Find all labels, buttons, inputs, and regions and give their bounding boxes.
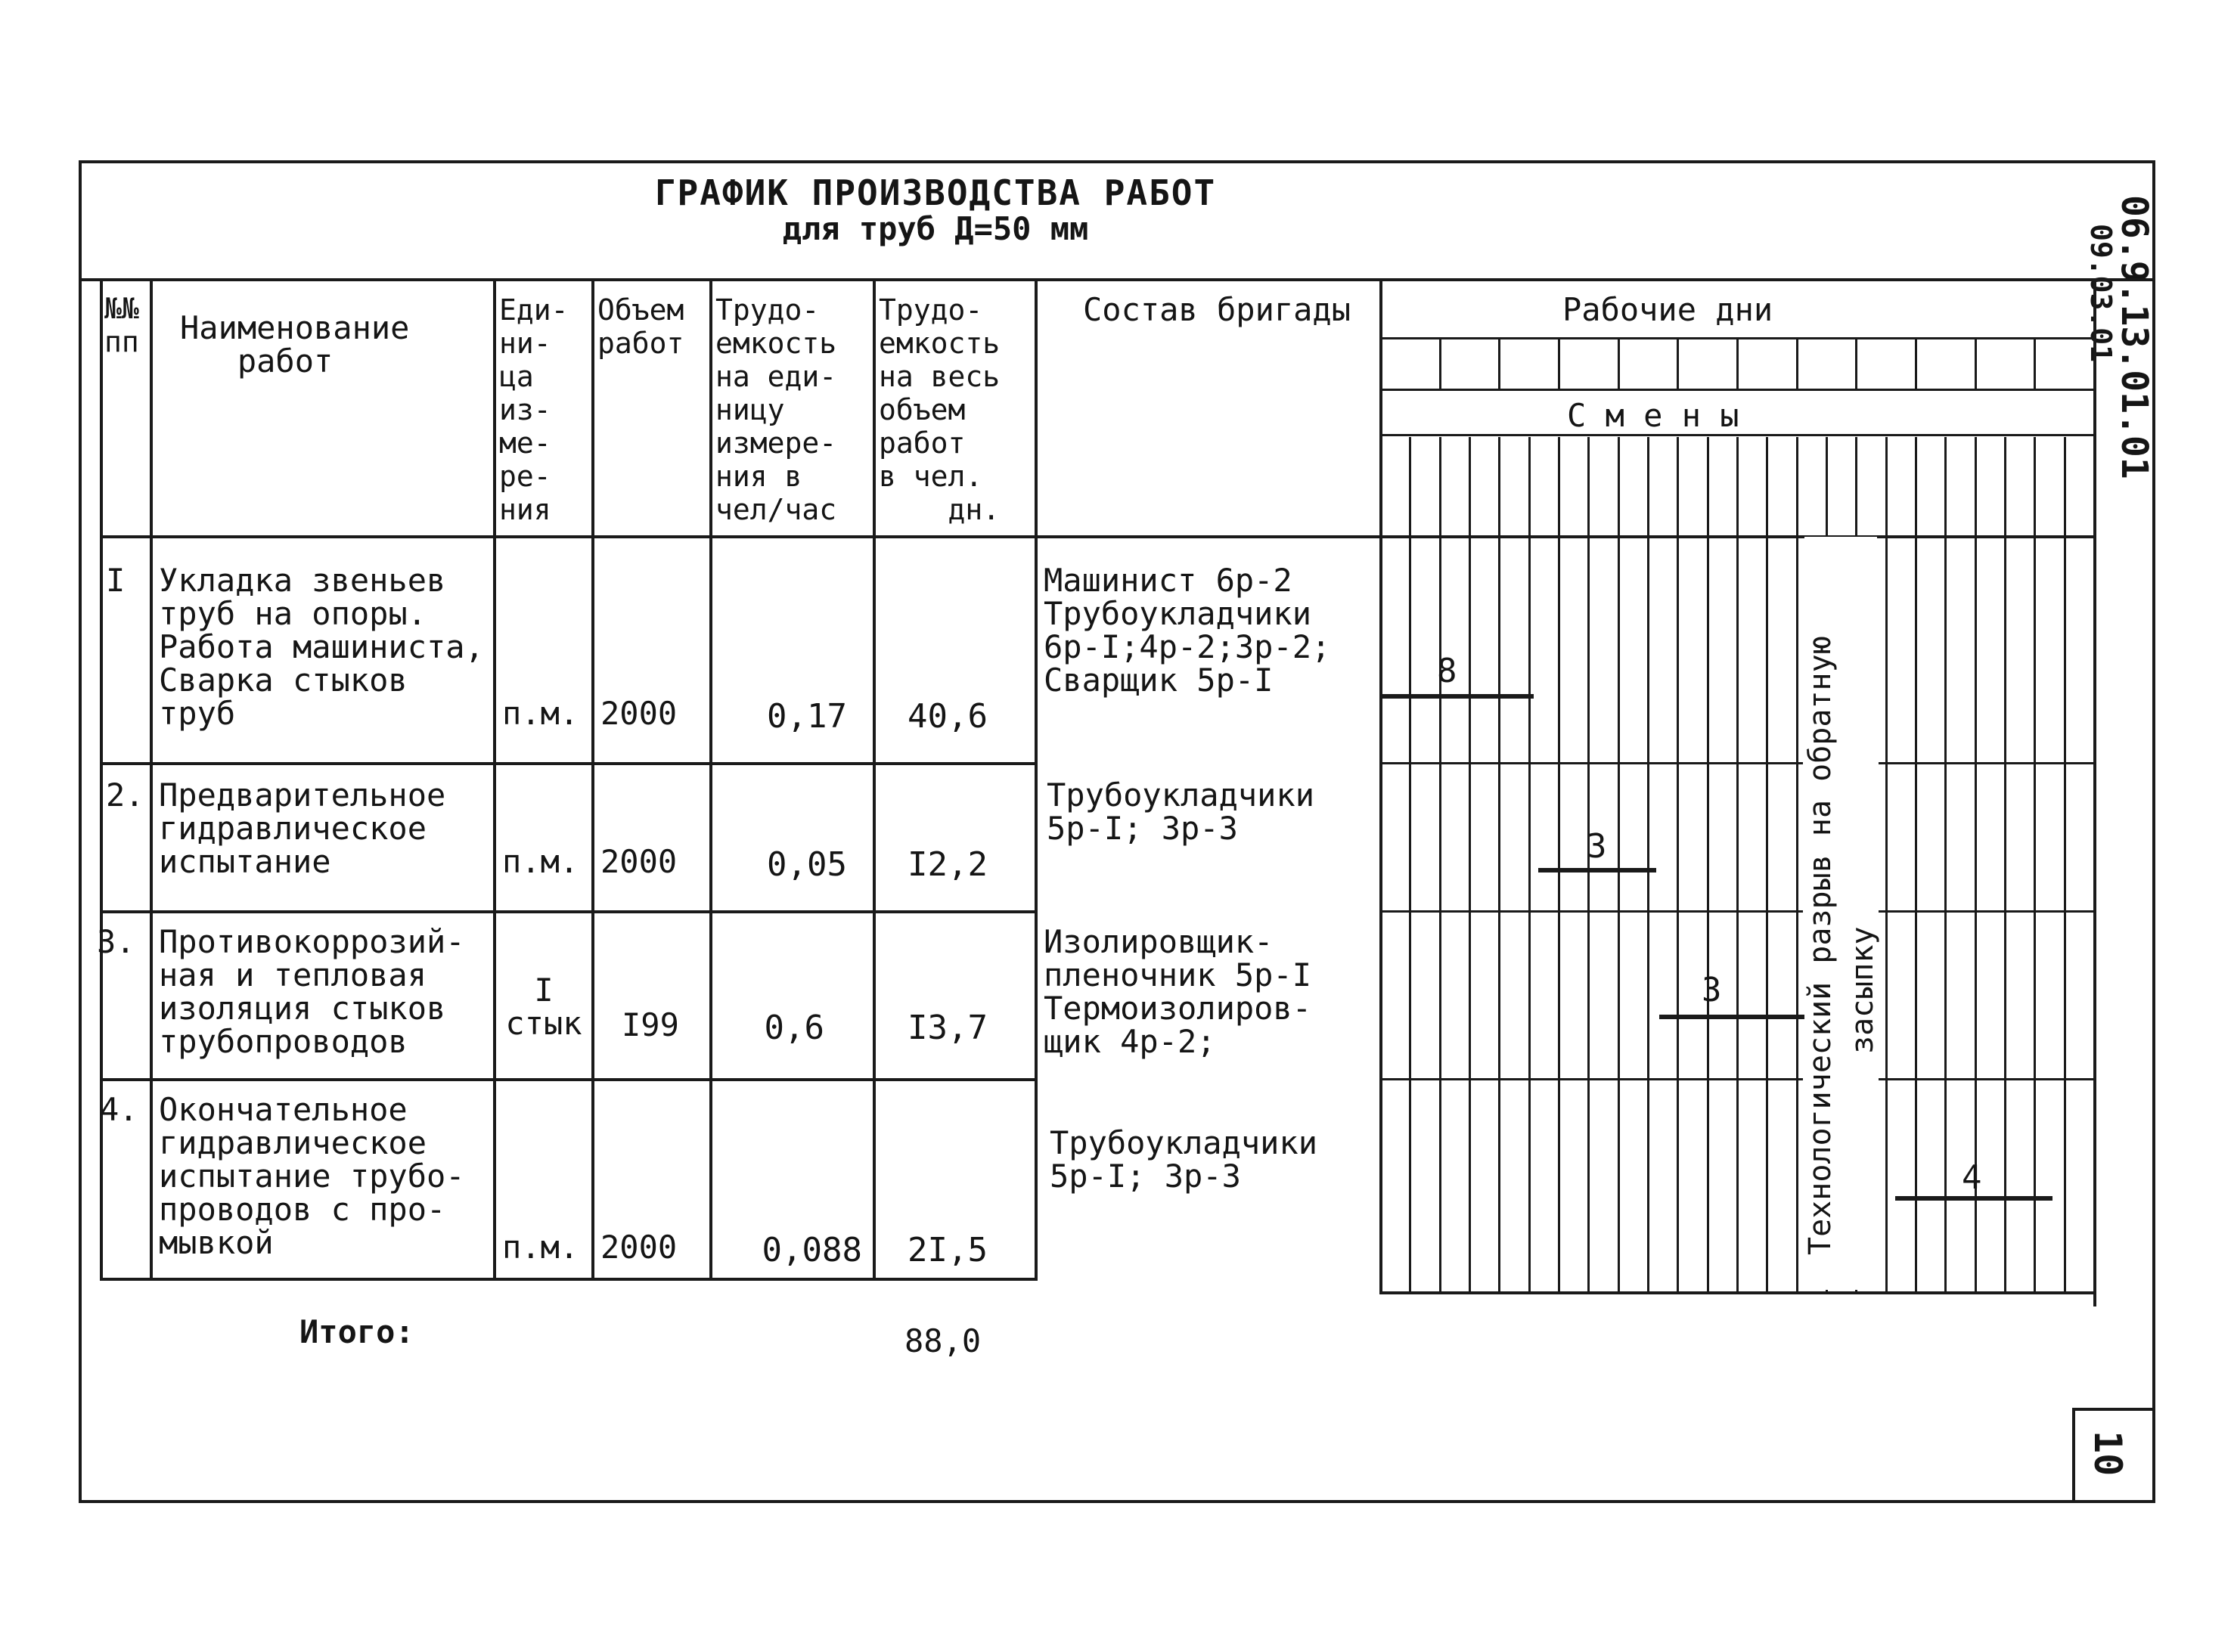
row3-labor-total: I3,7 — [908, 1009, 988, 1047]
row1-name: Укладка звеньев труб на опоры. Работа машиниста, Сварка стыков труб — [159, 562, 484, 732]
doc-code-main: 06.9.13.01.01 — [2113, 195, 2155, 479]
header-labor-total: Трудо- емкость на весь объем работ в чел. дн. — [879, 293, 1001, 526]
row2-num: 2. — [106, 776, 144, 814]
shift-column-line — [1796, 437, 1798, 1291]
total-value: 88,0 — [904, 1322, 982, 1359]
shift-column-line — [2064, 437, 2066, 1291]
page-subtitle: для труб Д=50 мм — [782, 210, 1089, 247]
row1-labor-unit: 0,17 — [767, 697, 847, 736]
day-cell-divider — [1796, 337, 1798, 389]
day-cell-divider — [1439, 337, 1441, 389]
gap-note-line1: Технологический разрыв на обратную — [1803, 636, 1838, 1255]
grid-row-line-1b — [1879, 762, 2093, 764]
col-line-5 — [873, 278, 876, 1278]
row4-volume: 2000 — [600, 1229, 678, 1266]
shift-column-line — [1677, 437, 1679, 1291]
gantt-bar-3-label: 3 — [1702, 971, 1722, 1009]
gantt-bar-2-label: 3 — [1587, 827, 1607, 866]
shift-column-line — [1558, 437, 1560, 1291]
row-divider-1 — [100, 762, 1038, 765]
day-cell-divider — [1975, 337, 1977, 389]
gantt-bar-1 — [1382, 694, 1534, 699]
grid-row-line-2 — [1379, 910, 1803, 913]
shift-column-line — [1944, 437, 1947, 1291]
day-cell-divider — [1498, 337, 1500, 389]
row-divider-3 — [100, 1078, 1038, 1081]
header-crew: Состав бригады — [1083, 291, 1351, 328]
day-cell-divider — [1558, 337, 1560, 389]
grid-row-line-3 — [1379, 1078, 1803, 1080]
day-cell-divider — [1736, 337, 1739, 389]
row2-labor-unit: 0,05 — [767, 845, 847, 884]
header-unit: Еди- ни- ца из- ме- ре- ния — [499, 293, 569, 526]
gantt-bar-3 — [1659, 1015, 1807, 1019]
col-line-7 — [1379, 278, 1382, 1291]
shift-column-line — [1766, 437, 1768, 1291]
row2-labor-total: I2,2 — [908, 845, 988, 884]
row3-labor-unit: 0,6 — [764, 1009, 824, 1047]
gantt-bar-4-label: 4 — [1962, 1158, 1982, 1197]
day-cell-divider — [2034, 337, 2036, 389]
header-shifts: С м е н ы — [1567, 397, 1739, 434]
shift-column-line — [1439, 437, 1441, 1291]
col-line-4 — [709, 278, 712, 1278]
row2-unit: п.м. — [502, 843, 579, 880]
days-cells-line — [1379, 389, 2093, 391]
row-divider-2 — [100, 910, 1038, 913]
header-labor-unit: Трудо- емкость на еди- ницу измере- ния в чел/час — [715, 293, 837, 526]
row1-crew: Машинист 6р-2 Трубоукладчики 6р-I;4р-2;3р-2; Сварщик 5р-I — [1044, 562, 1331, 699]
shift-column-line — [1647, 437, 1649, 1291]
day-cell-divider — [1677, 337, 1679, 389]
row3-volume: I99 — [622, 1006, 679, 1043]
shift-column-line — [1528, 437, 1531, 1291]
shift-column-line — [1885, 437, 1888, 1291]
row1-num: I — [106, 562, 126, 599]
page-title: ГРАФИК ПРОИЗВОДСТВА РАБОТ — [654, 172, 1217, 213]
row3-crew: Изолировщик- пленочник 5р-I Термоизолиров- щик 4р-2; — [1044, 923, 1312, 1060]
shift-column-line — [2034, 437, 2036, 1291]
row3-name: Противокоррозий- ная и тепловая изоляция стыков трубопроводов — [159, 923, 465, 1060]
day-cell-divider — [1855, 337, 1857, 389]
row4-crew: Трубоукладчики 5р-I; 3р-3 — [1050, 1124, 1318, 1195]
header-num: №№ пп — [104, 292, 139, 358]
shift-column-line — [1498, 437, 1500, 1291]
shift-column-line — [1618, 437, 1620, 1291]
shift-column-line — [1736, 437, 1739, 1291]
col-line-2 — [493, 278, 496, 1278]
grid-row-line-3b — [1879, 1078, 2093, 1080]
shifts-header-line — [1379, 434, 2093, 436]
doc-code-secondary: 09.03.01 — [2084, 224, 2118, 363]
row1-volume: 2000 — [600, 695, 678, 732]
row4-labor-total: 2I,5 — [908, 1231, 988, 1269]
row1-labor-total: 40,6 — [908, 697, 988, 736]
row2-name: Предварительное гидравлическое испытание — [159, 776, 446, 880]
shift-column-line — [2004, 437, 2006, 1291]
col-line-1 — [150, 278, 153, 1278]
row3-unit: I стык — [505, 972, 582, 1042]
table-bottom-line — [100, 1278, 1038, 1281]
row1-unit: п.м. — [502, 695, 579, 732]
col-line-8 — [2093, 278, 2096, 1306]
row4-name: Окончательное гидравлическое испытание трубо- проводов с про- мывкой — [159, 1091, 465, 1261]
gantt-bar-2 — [1538, 868, 1656, 872]
page-number: 10 — [2086, 1430, 2130, 1477]
day-cell-divider — [1618, 337, 1620, 389]
col-line-3 — [591, 278, 594, 1278]
row2-volume: 2000 — [600, 843, 678, 880]
grid-row-line-2b — [1879, 910, 2093, 913]
gap-note-line2: засыпку — [1845, 926, 1880, 1054]
day-cell-divider — [1915, 337, 1917, 389]
shift-column-line — [1409, 437, 1411, 1291]
row4-unit: п.м. — [502, 1229, 579, 1266]
row4-labor-unit: 0,088 — [762, 1231, 862, 1269]
total-label: Итого: — [299, 1313, 414, 1350]
col-line-6 — [1035, 278, 1038, 1278]
grid-bottom-line — [1379, 1291, 2093, 1294]
header-name: Наименование работ — [180, 309, 410, 380]
row4-num: 4. — [100, 1091, 138, 1128]
row2-crew: Трубоукладчики 5р-I; 3р-3 — [1047, 776, 1315, 847]
header-work-days: Рабочие дни — [1562, 291, 1773, 328]
gantt-bar-1-label: 8 — [1437, 652, 1457, 690]
shift-column-line — [1915, 437, 1917, 1291]
shift-column-line — [1469, 437, 1471, 1291]
row3-num: 3. — [97, 923, 135, 960]
shift-column-line — [1707, 437, 1709, 1291]
header-volume: Объем работ — [597, 293, 684, 360]
grid-row-line-1 — [1379, 762, 1803, 764]
header-top-line — [79, 278, 2155, 281]
